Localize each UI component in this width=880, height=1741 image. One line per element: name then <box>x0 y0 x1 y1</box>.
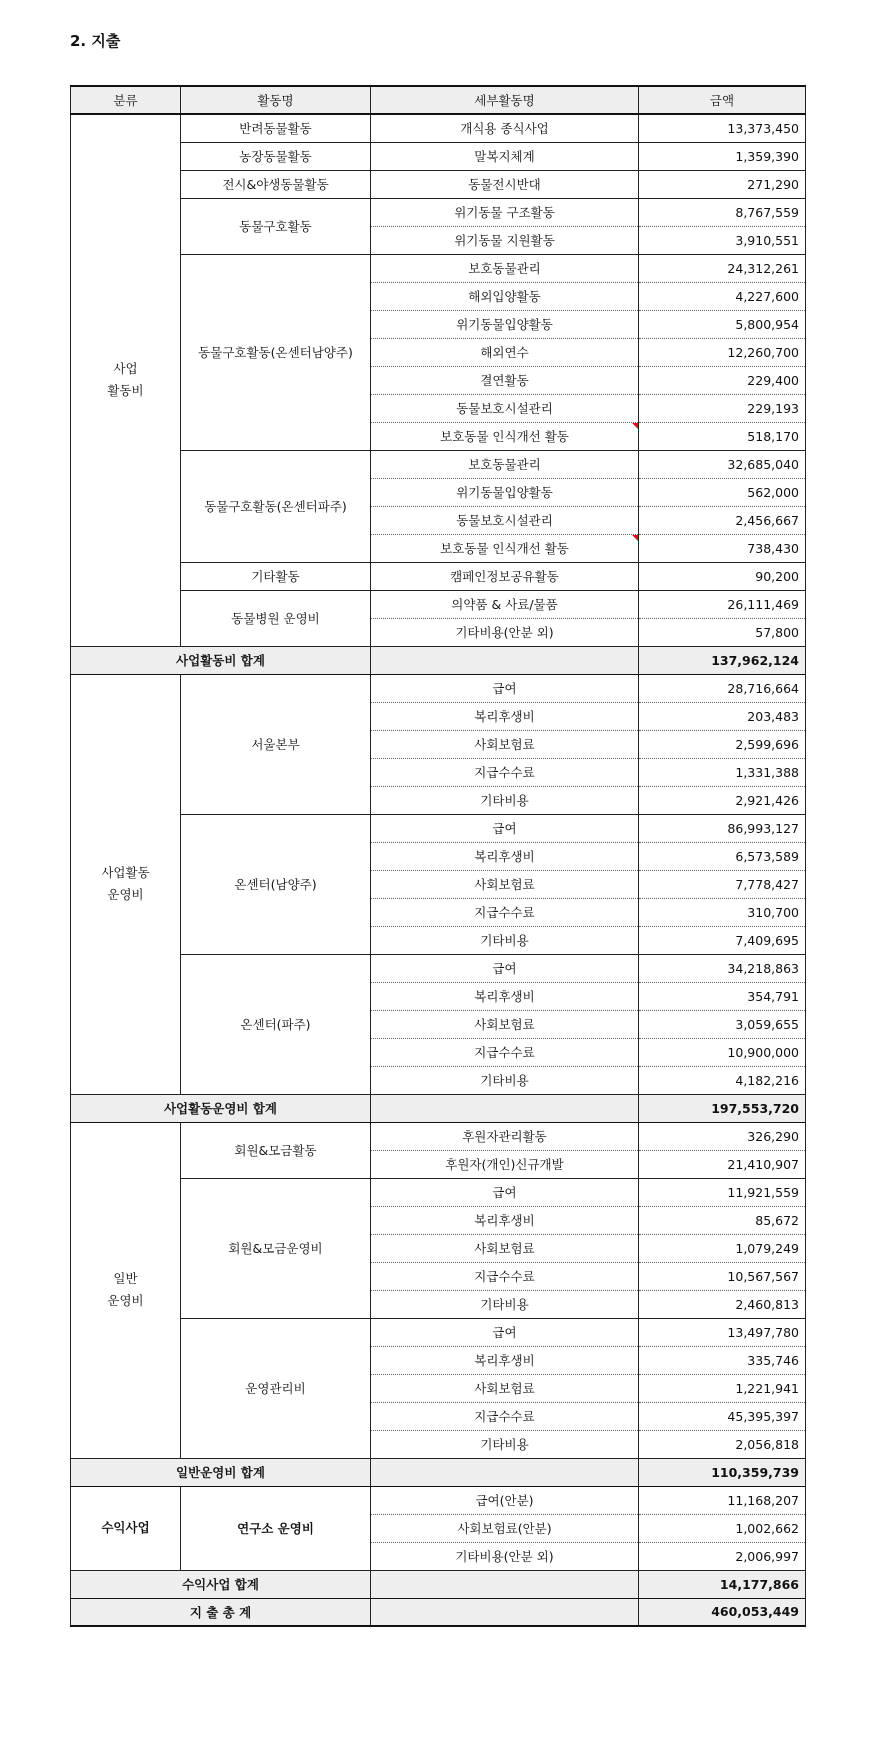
amount-cell: 1,002,662 <box>639 1514 806 1542</box>
subtotal-amount: 110,359,739 <box>639 1458 806 1486</box>
detail-cell: 보호동물관리 <box>371 254 639 282</box>
amount-cell: 10,567,567 <box>639 1262 806 1290</box>
detail-cell: 말복지체계 <box>371 142 639 170</box>
detail-cell: 해외입양활동 <box>371 282 639 310</box>
detail-cell: 지급수수료 <box>371 1038 639 1066</box>
activity-cell: 연구소 운영비 <box>181 1486 371 1570</box>
subtotal-label: 수익사업 합계 <box>71 1570 371 1598</box>
grand-total-spacer <box>371 1598 639 1626</box>
detail-cell: 후원자관리활동 <box>371 1122 639 1150</box>
detail-cell: 복리후생비 <box>371 1346 639 1374</box>
grand-total-label: 지 출 총 계 <box>71 1598 371 1626</box>
amount-cell: 11,921,559 <box>639 1178 806 1206</box>
table-row <box>71 562 806 590</box>
detail-cell: 해외연수 <box>371 338 639 366</box>
amount-cell: 3,910,551 <box>639 226 806 254</box>
table-row <box>71 674 806 702</box>
activity-cell: 반려동물활동 <box>181 114 371 142</box>
subtotal-label: 사업활동운영비 합계 <box>71 1094 371 1122</box>
amount-cell: 24,312,261 <box>639 254 806 282</box>
header-activity: 활동명 <box>181 86 371 114</box>
detail-cell: 급여 <box>371 954 639 982</box>
detail-cell: 사회보험료(안분) <box>371 1514 639 1542</box>
table-row <box>71 254 806 282</box>
amount-cell: 203,483 <box>639 702 806 730</box>
table-row <box>71 114 806 142</box>
detail-cell: 지급수수료 <box>371 758 639 786</box>
detail-cell: 복리후생비 <box>371 842 639 870</box>
amount-cell: 1,331,388 <box>639 758 806 786</box>
category-cell: 수익사업 <box>71 1486 181 1570</box>
activity-cell: 동물구호활동 <box>181 198 371 254</box>
amount-cell: 354,791 <box>639 982 806 1010</box>
amount-cell: 4,227,600 <box>639 282 806 310</box>
section-title: 2. 지출 <box>70 32 121 50</box>
amount-cell: 11,168,207 <box>639 1486 806 1514</box>
amount-cell: 10,900,000 <box>639 1038 806 1066</box>
amount-cell: 518,170 <box>639 422 806 450</box>
subtotal-spacer <box>371 1458 639 1486</box>
amount-cell: 310,700 <box>639 898 806 926</box>
detail-cell: 기타비용 <box>371 926 639 954</box>
detail-cell: 기타비용 <box>371 786 639 814</box>
subtotal-row <box>71 646 806 674</box>
detail-cell: 위기동물 지원활동 <box>371 226 639 254</box>
detail-cell: 위기동물입양활동 <box>371 478 639 506</box>
amount-cell: 738,430 <box>639 534 806 562</box>
detail-cell: 개식용 종식사업 <box>371 114 639 142</box>
category-cell: 사업 활동비 <box>71 114 181 646</box>
detail-cell: 결연활동 <box>371 366 639 394</box>
amount-cell: 5,800,954 <box>639 310 806 338</box>
table-row <box>71 1178 806 1206</box>
activity-cell: 동물병원 운영비 <box>181 590 371 646</box>
amount-cell: 326,290 <box>639 1122 806 1150</box>
header-detail: 세부활동명 <box>371 86 639 114</box>
detail-cell: 급여 <box>371 674 639 702</box>
amount-cell: 335,746 <box>639 1346 806 1374</box>
table-row <box>71 1318 806 1346</box>
subtotal-row <box>71 1458 806 1486</box>
subtotal-spacer <box>371 1570 639 1598</box>
header-amount: 금액 <box>639 86 806 114</box>
amount-cell: 229,400 <box>639 366 806 394</box>
detail-cell: 급여 <box>371 814 639 842</box>
table-row <box>71 198 806 226</box>
category-cell: 사업활동 운영비 <box>71 674 181 1094</box>
amount-cell: 86,993,127 <box>639 814 806 842</box>
amount-cell: 85,672 <box>639 1206 806 1234</box>
detail-cell: 사회보험료 <box>371 1234 639 1262</box>
detail-cell: 급여(안분) <box>371 1486 639 1514</box>
amount-cell: 562,000 <box>639 478 806 506</box>
amount-cell: 2,056,818 <box>639 1430 806 1458</box>
amount-cell: 7,778,427 <box>639 870 806 898</box>
grand-total-row <box>71 1598 806 1626</box>
amount-cell: 34,218,863 <box>639 954 806 982</box>
subtotal-amount: 14,177,866 <box>639 1570 806 1598</box>
activity-cell: 전시&야생동물활동 <box>181 170 371 198</box>
activity-cell: 서울본부 <box>181 674 371 814</box>
detail-cell: 기타비용 <box>371 1430 639 1458</box>
subtotal-amount: 137,962,124 <box>639 646 806 674</box>
amount-cell: 90,200 <box>639 562 806 590</box>
detail-cell: 기타비용(안분 외) <box>371 1542 639 1570</box>
amount-cell: 8,767,559 <box>639 198 806 226</box>
amount-cell: 1,079,249 <box>639 1234 806 1262</box>
detail-cell: 급여 <box>371 1178 639 1206</box>
table-header-row <box>71 86 806 114</box>
amount-cell: 2,921,426 <box>639 786 806 814</box>
activity-cell: 회원&모금운영비 <box>181 1178 371 1318</box>
activity-cell: 회원&모금활동 <box>181 1122 371 1178</box>
activity-cell: 동물구호활동(온센터파주) <box>181 450 371 562</box>
amount-cell: 1,221,941 <box>639 1374 806 1402</box>
amount-cell: 1,359,390 <box>639 142 806 170</box>
detail-cell: 복리후생비 <box>371 1206 639 1234</box>
amount-cell: 2,456,667 <box>639 506 806 534</box>
amount-cell: 4,182,216 <box>639 1066 806 1094</box>
table-row <box>71 1486 806 1514</box>
activity-cell: 동물구호활동(온센터남양주) <box>181 254 371 450</box>
detail-cell: 위기동물 구조활동 <box>371 198 639 226</box>
table-body <box>71 114 806 1626</box>
activity-cell: 온센터(파주) <box>181 954 371 1094</box>
table-row <box>71 450 806 478</box>
subtotal-spacer <box>371 1094 639 1122</box>
detail-cell: 사회보험료 <box>371 1010 639 1038</box>
detail-cell: 보호동물관리 <box>371 450 639 478</box>
activity-cell: 운영관리비 <box>181 1318 371 1458</box>
detail-cell: 기타비용(안분 외) <box>371 618 639 646</box>
subtotal-row <box>71 1094 806 1122</box>
detail-cell: 사회보험료 <box>371 730 639 758</box>
activity-cell: 농장동물활동 <box>181 142 371 170</box>
detail-cell: 캠페인정보공유활동 <box>371 562 639 590</box>
table-row <box>71 170 806 198</box>
table-row <box>71 590 806 618</box>
detail-cell: 보호동물 인식개선 활동 <box>371 534 639 562</box>
table-row <box>71 954 806 982</box>
category-cell: 일반 운영비 <box>71 1122 181 1458</box>
amount-cell: 28,716,664 <box>639 674 806 702</box>
amount-cell: 229,193 <box>639 394 806 422</box>
detail-cell: 지급수수료 <box>371 898 639 926</box>
detail-cell: 급여 <box>371 1318 639 1346</box>
amount-cell: 32,685,040 <box>639 450 806 478</box>
amount-cell: 271,290 <box>639 170 806 198</box>
table-row <box>71 1122 806 1150</box>
detail-cell: 보호동물 인식개선 활동 <box>371 422 639 450</box>
amount-cell: 57,800 <box>639 618 806 646</box>
detail-cell: 기타비용 <box>371 1066 639 1094</box>
subtotal-row <box>71 1570 806 1598</box>
detail-cell: 지급수수료 <box>371 1262 639 1290</box>
amount-cell: 13,373,450 <box>639 114 806 142</box>
amount-cell: 26,111,469 <box>639 590 806 618</box>
detail-cell: 복리후생비 <box>371 982 639 1010</box>
detail-cell: 기타비용 <box>371 1290 639 1318</box>
table-row <box>71 814 806 842</box>
amount-cell: 6,573,589 <box>639 842 806 870</box>
amount-cell: 21,410,907 <box>639 1150 806 1178</box>
detail-cell: 의약품 & 사료/물품 <box>371 590 639 618</box>
amount-cell: 2,460,813 <box>639 1290 806 1318</box>
amount-cell: 2,599,696 <box>639 730 806 758</box>
amount-cell: 7,409,695 <box>639 926 806 954</box>
amount-cell: 12,260,700 <box>639 338 806 366</box>
detail-cell: 동물보호시설관리 <box>371 394 639 422</box>
grand-total-amount: 460,053,449 <box>639 1598 806 1626</box>
subtotal-label: 사업활동비 합계 <box>71 646 371 674</box>
amount-cell: 13,497,780 <box>639 1318 806 1346</box>
detail-cell: 위기동물입양활동 <box>371 310 639 338</box>
amount-cell: 3,059,655 <box>639 1010 806 1038</box>
detail-cell: 동물보호시설관리 <box>371 506 639 534</box>
detail-cell: 복리후생비 <box>371 702 639 730</box>
activity-cell: 온센터(남양주) <box>181 814 371 954</box>
detail-cell: 지급수수료 <box>371 1402 639 1430</box>
detail-cell: 사회보험료 <box>371 870 639 898</box>
activity-cell: 기타활동 <box>181 562 371 590</box>
expense-table <box>70 85 806 1627</box>
subtotal-label: 일반운영비 합계 <box>71 1458 371 1486</box>
amount-cell: 2,006,997 <box>639 1542 806 1570</box>
amount-cell: 45,395,397 <box>639 1402 806 1430</box>
detail-cell: 동물전시반대 <box>371 170 639 198</box>
detail-cell: 사회보험료 <box>371 1374 639 1402</box>
subtotal-spacer <box>371 646 639 674</box>
subtotal-amount: 197,553,720 <box>639 1094 806 1122</box>
detail-cell: 후원자(개인)신규개발 <box>371 1150 639 1178</box>
table-row <box>71 142 806 170</box>
header-category: 분류 <box>71 86 181 114</box>
